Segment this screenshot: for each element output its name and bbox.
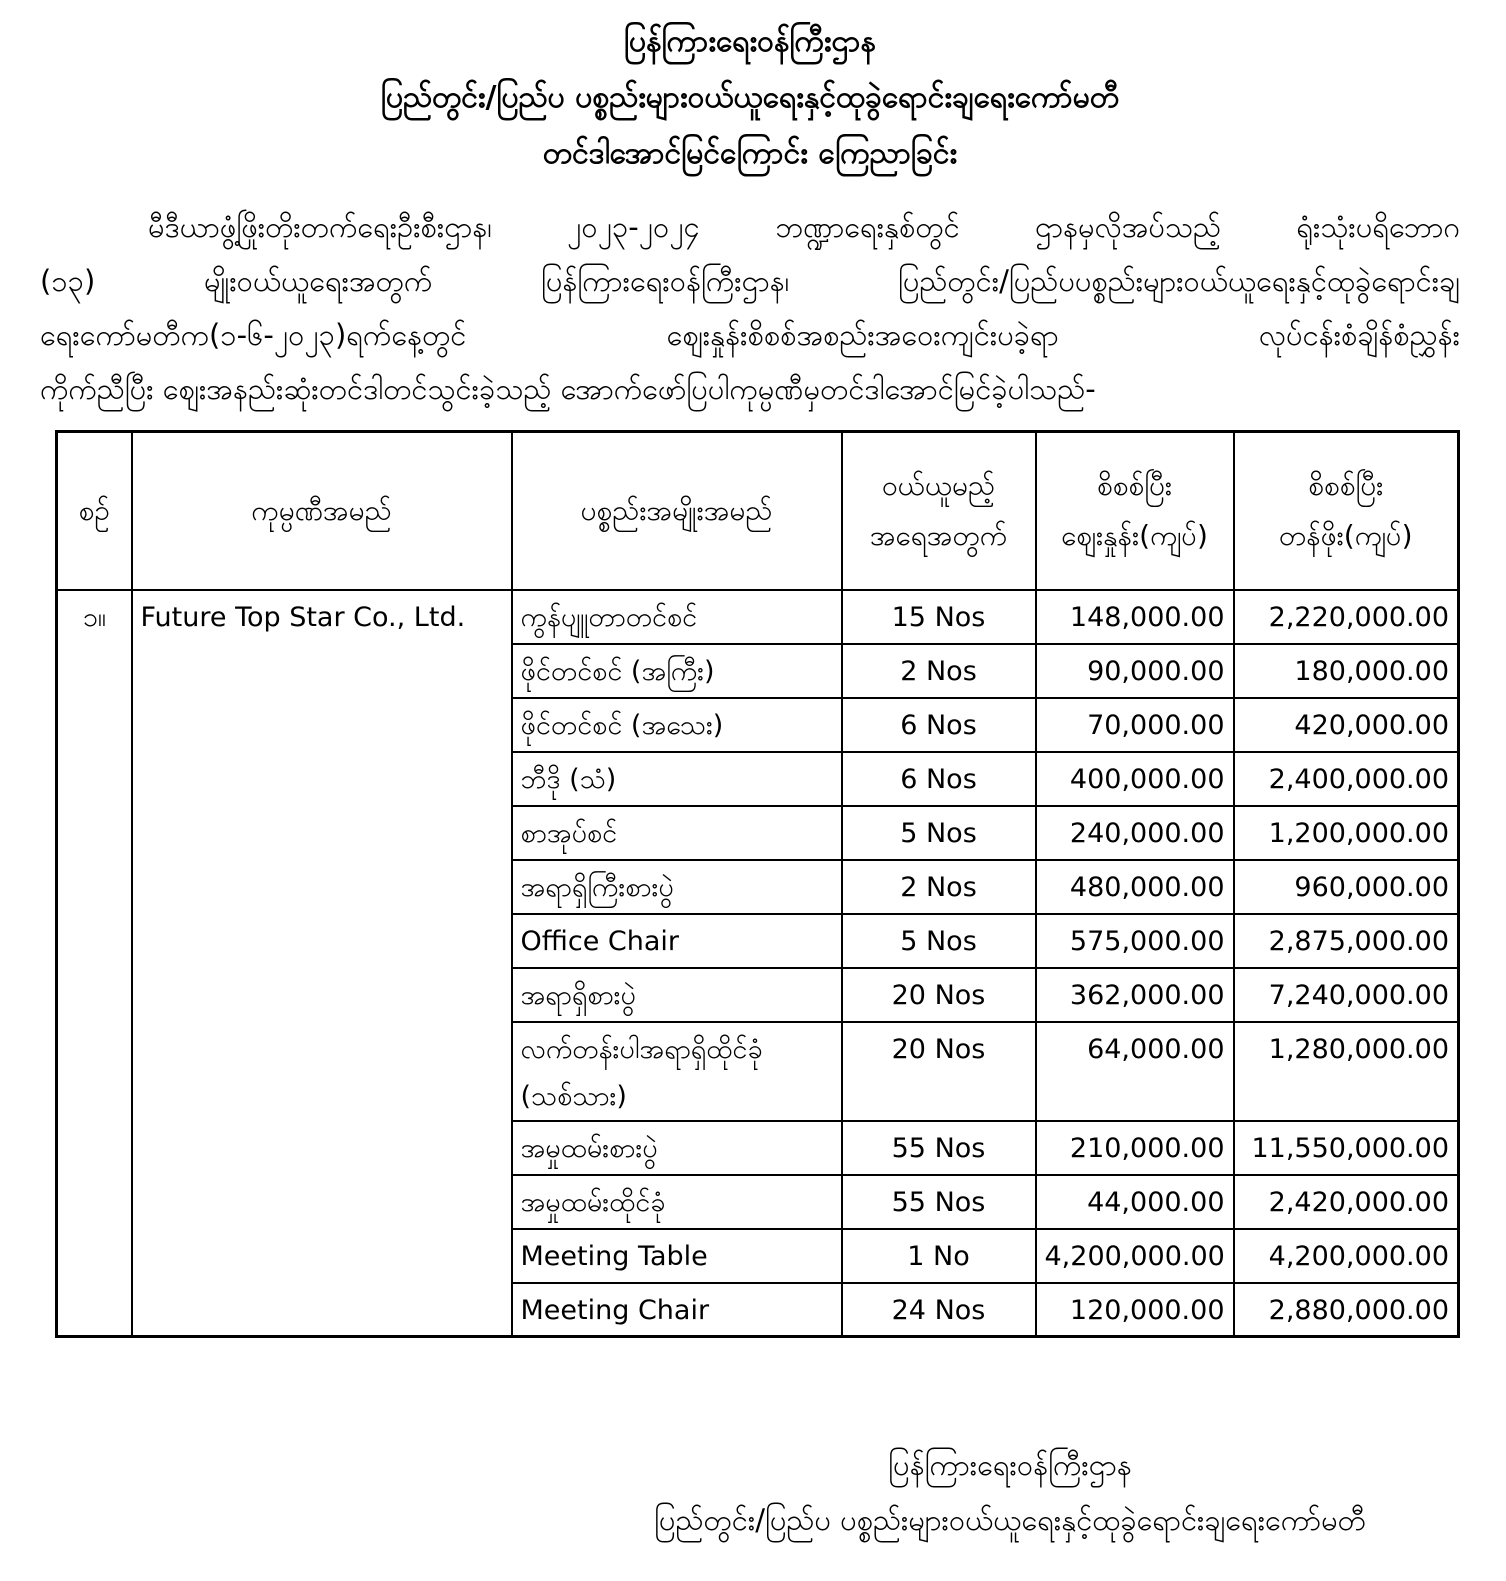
- total-value-cell: 2,400,000.00: [1234, 752, 1459, 806]
- unit-price-cell: 480,000.00: [1036, 860, 1234, 914]
- total-value-cell: 1,200,000.00: [1234, 806, 1459, 860]
- header-serial: စဉ်: [57, 432, 132, 590]
- quantity-cell: 15 Nos: [842, 590, 1036, 644]
- quantity-cell: 20 Nos: [842, 1022, 1036, 1121]
- quantity-cell: 55 Nos: [842, 1121, 1036, 1175]
- item-name-cell: ဖိုင်တင်စင် (အကြီး): [512, 644, 842, 698]
- company-name-cell: Future Top Star Co., Ltd.: [132, 590, 512, 1337]
- header-item-name: ပစ္စည်းအမျိုးအမည်: [512, 432, 842, 590]
- header-company-name: ကုမ္ပဏီအမည်: [132, 432, 512, 590]
- signature-block: [560, 1438, 1460, 1548]
- unit-price-cell: 148,000.00: [1036, 590, 1234, 644]
- total-value-cell: 420,000.00: [1234, 698, 1459, 752]
- item-name-cell: အမှုထမ်းစားပွဲ: [512, 1121, 842, 1175]
- item-name-cell: စာအုပ်စင်: [512, 806, 842, 860]
- unit-price-cell: 575,000.00: [1036, 914, 1234, 968]
- item-name-cell: အရာရှိကြီးစားပွဲ: [512, 860, 842, 914]
- announcement-title: တင်ဒါအောင်မြင်ကြောင်း ကြေညာခြင်း: [542, 136, 958, 171]
- header-verified-value: စိစစ်ပြီး တန်ဖိုး(ကျပ်): [1234, 432, 1459, 590]
- signature-committee: ပြည်တွင်း/ပြည်ပ ပစ္စည်းများဝယ်ယူရေးနှင့်ထုခွဲရောင်းချရေးကော်မတီ: [654, 1503, 1366, 1537]
- quantity-cell: 6 Nos: [842, 698, 1036, 752]
- unit-price-cell: 64,000.00: [1036, 1022, 1234, 1121]
- total-value-cell: 2,420,000.00: [1234, 1175, 1459, 1229]
- body-paragraph: [40, 200, 1460, 416]
- total-value-cell: 180,000.00: [1234, 644, 1459, 698]
- paragraph-line: မီဒီယာဖွံ့ဖြိုးတိုးတက်ရေးဦးစီးဌာန၊ ၂၀၂၃-၂၀၂၄ ဘဏ္ဍာရေးနှစ်တွင် ဌာနမှလိုအပ်သည့် ရုံးသုံးပရိဘောဂ: [148, 210, 1460, 244]
- paragraph-line: (၁၃) မျိုးဝယ်ယူရေးအတွက် ပြန်ကြားရေးဝန်ကြီးဌာန၊ ပြည်တွင်း/ပြည်ပပစ္စည်းများဝယ်ယူရေးနှင့်ထုခွဲရောင်းချ: [40, 264, 1460, 298]
- document-title-block: [40, 14, 1460, 182]
- item-name-cell: အမှုထမ်းထိုင်ခုံ: [512, 1175, 842, 1229]
- table-header-row: [57, 432, 1459, 590]
- unit-price-cell: 400,000.00: [1036, 752, 1234, 806]
- header-quantity: ဝယ်ယူမည့် အရေအတွက်: [842, 432, 1036, 590]
- quantity-cell: 5 Nos: [842, 806, 1036, 860]
- unit-price-cell: 90,000.00: [1036, 644, 1234, 698]
- item-name-cell: Meeting Chair: [512, 1283, 842, 1337]
- quantity-cell: 24 Nos: [842, 1283, 1036, 1337]
- total-value-cell: 7,240,000.00: [1234, 968, 1459, 1022]
- unit-price-cell: 120,000.00: [1036, 1283, 1234, 1337]
- total-value-cell: 960,000.00: [1234, 860, 1459, 914]
- unit-price-cell: 362,000.00: [1036, 968, 1234, 1022]
- item-name-cell: ဖိုင်တင်စင် (အသေး): [512, 698, 842, 752]
- total-value-cell: 11,550,000.00: [1234, 1121, 1459, 1175]
- quantity-cell: 6 Nos: [842, 752, 1036, 806]
- committee-title: ပြည်တွင်း/ပြည်ပ ပစ္စည်းများဝယ်ယူရေးနှင့်ထုခွဲရောင်းချရေးကော်မတီ: [380, 80, 1120, 115]
- item-name-cell: Meeting Table: [512, 1229, 842, 1283]
- header-verified-price: စိစစ်ပြီး ဈေးနှုန်း(ကျပ်): [1036, 432, 1234, 590]
- item-name-cell: Office Chair: [512, 914, 842, 968]
- tender-result-table: [55, 430, 1460, 1338]
- unit-price-cell: 240,000.00: [1036, 806, 1234, 860]
- item-name-cell: [512, 1022, 842, 1121]
- total-value-cell: 2,875,000.00: [1234, 914, 1459, 968]
- serial-number-cell: ၁။: [57, 590, 132, 1337]
- item-name-line: လက်တန်းပါအရာရှိထိုင်ခုံ: [520, 1033, 763, 1065]
- unit-price-cell: 70,000.00: [1036, 698, 1234, 752]
- quantity-cell: 55 Nos: [842, 1175, 1036, 1229]
- total-value-cell: 4,200,000.00: [1234, 1229, 1459, 1283]
- unit-price-cell: 44,000.00: [1036, 1175, 1234, 1229]
- item-name-note: (သစ်သား): [520, 1080, 627, 1112]
- quantity-cell: 2 Nos: [842, 860, 1036, 914]
- quantity-cell: 20 Nos: [842, 968, 1036, 1022]
- unit-price-cell: 4,200,000.00: [1036, 1229, 1234, 1283]
- ministry-title: ပြန်ကြားရေးဝန်ကြီးဌာန: [623, 24, 877, 59]
- item-name-cell: အရာရှိစားပွဲ: [512, 968, 842, 1022]
- total-value-cell: 2,880,000.00: [1234, 1283, 1459, 1337]
- unit-price-cell: 210,000.00: [1036, 1121, 1234, 1175]
- item-name-cell: ကွန်ပျူတာတင်စင်: [512, 590, 842, 644]
- total-value-cell: 1,280,000.00: [1234, 1022, 1459, 1121]
- signature-ministry: ပြန်ကြားရေးဝန်ကြီးဌာန: [888, 1448, 1132, 1482]
- total-value-cell: 2,220,000.00: [1234, 590, 1459, 644]
- quantity-cell: 5 Nos: [842, 914, 1036, 968]
- paragraph-line: ရေးကော်မတီက(၁-၆-၂၀၂၃)ရက်နေ့တွင် ဈေးနှုန်းစိစစ်အစည်းအဝေးကျင်းပခဲ့ရာ လုပ်ငန်းစံချိန်စံညွှန်း: [40, 318, 1460, 352]
- quantity-cell: 1 No: [842, 1229, 1036, 1283]
- quantity-cell: 2 Nos: [842, 644, 1036, 698]
- item-name-cell: ဘီဒို (သံ): [512, 752, 842, 806]
- table-row: [57, 590, 1459, 644]
- paragraph-line: ကိုက်ညီပြီး ဈေးအနည်းဆုံးတင်ဒါတင်သွင်းခဲ့သည့် အောက်ဖော်ပြပါကုမ္ပဏီမှတင်ဒါအောင်မြင်ခဲ့ပါသည်-: [40, 372, 1096, 406]
